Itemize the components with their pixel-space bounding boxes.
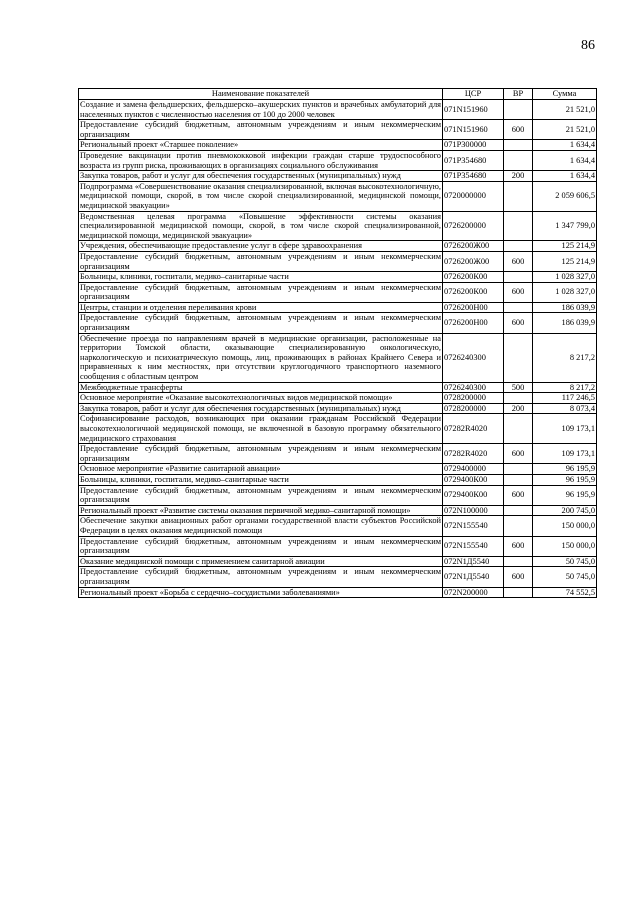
row-sum: 125 214,9 <box>533 251 597 271</box>
row-csr: 0726200К00 <box>443 282 504 302</box>
row-vr: 600 <box>504 485 533 505</box>
table-body <box>79 100 597 598</box>
table-row <box>79 474 597 485</box>
row-name: Софинансирование расходов, возникающих при оказании гражданам Российской Федерации высокотехнологичной медицинской помощи, не включенной в базовую программу обязательного медицинского страхования <box>80 414 441 443</box>
table-row <box>79 100 597 120</box>
row-csr: 072N200000 <box>443 587 504 598</box>
row-name: Создание и замена фельдшерских, фельдшерско–акушерских пунктов и врачебных амбулаторий для населенных пунктов с численностью населения от 100 до 2000 человек <box>80 100 441 119</box>
table-row <box>79 150 597 170</box>
table-row <box>79 536 597 556</box>
row-csr: 0726200К00 <box>443 272 504 283</box>
table-row <box>79 241 597 252</box>
row-vr <box>504 272 533 283</box>
header-sum: Сумма <box>533 89 597 100</box>
row-vr: 600 <box>504 313 533 333</box>
row-name: Обеспечение проезда по направлениям врачей в медицинские организации, расположенные на территории Томской области, оказывающие специализированную онкологическую, наркологическую и психиатрическую помощь, лиц, проживающих в районах Крайнего Севера и приравненных к ним местностях, при отсутствии круглогодичного транспортного наземного сообщения с областным центром <box>80 333 441 382</box>
row-vr <box>504 474 533 485</box>
row-sum: 8 073,4 <box>533 403 597 414</box>
row-vr <box>504 100 533 120</box>
row-vr <box>504 414 533 444</box>
row-sum: 1 634,4 <box>533 171 597 182</box>
row-sum: 1 028 327,0 <box>533 272 597 283</box>
row-sum: 96 195,9 <box>533 464 597 475</box>
header-name: Наименование показателей <box>79 89 443 100</box>
table-row <box>79 485 597 505</box>
row-vr <box>504 241 533 252</box>
table-row <box>79 251 597 271</box>
row-name: Оказание медицинской помощи с применением санитарной авиации <box>79 556 443 567</box>
row-csr: 0726200000 <box>443 211 504 241</box>
row-name: Проведение вакцинации против пневмококковой инфекции граждан старше трудоспособного возраста из групп риска, проживающих в организациях социального обслуживания <box>80 150 441 170</box>
row-csr: 0726240300 <box>443 382 504 393</box>
row-sum: 186 039,9 <box>533 302 597 313</box>
row-name: Предоставление субсидий бюджетным, автономным учреждениям и иным некоммерческим организациям <box>80 444 441 463</box>
row-csr: 071P300000 <box>443 140 504 151</box>
row-csr: 071N151960 <box>443 100 504 120</box>
row-sum: 109 173,1 <box>533 444 597 464</box>
row-sum: 50 745,0 <box>533 556 597 567</box>
row-csr: 07282R4020 <box>443 414 504 444</box>
row-csr: 0729400К00 <box>443 485 504 505</box>
row-name: Ведомственная целевая программа «Повышение эффективности системы оказания специализированной медицинской помощи, скорой, в том числе скорой специализированной, медицинской помощи, медицинской эвакуации» <box>80 211 441 240</box>
row-csr: 072N155540 <box>443 516 504 536</box>
row-sum: 150 000,0 <box>533 536 597 556</box>
row-csr: 072N1Д5540 <box>443 567 504 587</box>
row-vr <box>504 150 533 170</box>
row-vr <box>504 140 533 151</box>
row-sum: 150 000,0 <box>533 516 597 536</box>
row-sum: 186 039,9 <box>533 313 597 333</box>
table-row <box>79 171 597 182</box>
table-header-row <box>79 89 597 100</box>
row-sum: 1 634,4 <box>533 150 597 170</box>
row-name: Предоставление субсидий бюджетным, автономным учреждениям и иным некоммерческим организациям <box>80 485 441 505</box>
row-sum: 96 195,9 <box>533 485 597 505</box>
row-csr: 0728200000 <box>443 393 504 404</box>
row-sum: 125 214,9 <box>533 241 597 252</box>
row-vr <box>504 516 533 536</box>
row-csr: 0720000000 <box>443 181 504 211</box>
row-csr: 0726240300 <box>443 333 504 382</box>
row-vr <box>504 464 533 475</box>
row-sum: 1 634,4 <box>533 140 597 151</box>
table-row <box>79 313 597 333</box>
table-row <box>79 272 597 283</box>
table-row <box>79 120 597 140</box>
row-sum: 1 347 799,0 <box>533 211 597 241</box>
table-row <box>79 556 597 567</box>
row-vr <box>504 556 533 567</box>
header-csr: ЦСР <box>443 89 504 100</box>
table-row <box>79 516 597 536</box>
table-row <box>79 382 597 393</box>
table-row <box>79 587 597 598</box>
row-sum: 8 217,2 <box>533 382 597 393</box>
row-csr: 0726200Ж00 <box>443 241 504 252</box>
row-csr: 0726200Н00 <box>443 313 504 333</box>
row-vr <box>504 505 533 516</box>
table-row <box>79 505 597 516</box>
row-sum: 117 246,5 <box>533 393 597 404</box>
row-name: Региональный проект «Старшее поколение» <box>79 140 443 151</box>
row-csr: 071P354680 <box>443 171 504 182</box>
row-sum: 8 217,2 <box>533 333 597 382</box>
row-sum: 74 552,5 <box>533 587 597 598</box>
row-sum: 1 028 327,0 <box>533 282 597 302</box>
row-vr: 600 <box>504 444 533 464</box>
row-name: Закупка товаров, работ и услуг для обеспечения государственных (муниципальных) нужд <box>79 403 443 414</box>
row-vr <box>504 393 533 404</box>
row-vr <box>504 181 533 211</box>
row-sum: 96 195,9 <box>533 474 597 485</box>
row-name: Предоставление субсидий бюджетным, автономным учреждениям и иным некоммерческим организациям <box>80 282 441 302</box>
row-name: Закупка товаров, работ и услуг для обеспечения государственных (муниципальных) нужд <box>79 171 443 182</box>
table-row <box>79 393 597 404</box>
row-vr <box>504 302 533 313</box>
row-name: Основное мероприятие «Развитие санитарной авиации» <box>79 464 443 475</box>
table-row <box>79 414 597 444</box>
row-csr: 072N1Д5540 <box>443 556 504 567</box>
table-row <box>79 302 597 313</box>
row-vr <box>504 333 533 382</box>
row-name: Предоставление субсидий бюджетным, автономным учреждениям и иным некоммерческим организациям <box>80 251 441 271</box>
row-csr: 0729400000 <box>443 464 504 475</box>
row-csr: 0728200000 <box>443 403 504 414</box>
table-row <box>79 211 597 241</box>
row-vr: 200 <box>504 171 533 182</box>
table-row <box>79 140 597 151</box>
row-vr: 600 <box>504 251 533 271</box>
row-csr: 0726200Н00 <box>443 302 504 313</box>
row-vr: 500 <box>504 382 533 393</box>
row-name: Учреждения, обеспечивающие предоставление услуг в сфере здравоохранения <box>79 241 443 252</box>
row-csr: 072N155540 <box>443 536 504 556</box>
row-sum: 2 059 606,5 <box>533 181 597 211</box>
row-sum: 21 521,0 <box>533 100 597 120</box>
row-vr: 600 <box>504 120 533 140</box>
row-name: Больницы, клиники, госпитали, медико–санитарные части <box>79 474 443 485</box>
row-name: Центры, станции и отделения переливания крови <box>79 302 443 313</box>
row-csr: 071P354680 <box>443 150 504 170</box>
row-csr: 071N151960 <box>443 120 504 140</box>
table-row <box>79 333 597 382</box>
row-name: Основное мероприятие «Оказание высокотехнологичных видов медицинской помощи» <box>79 393 443 404</box>
row-vr: 200 <box>504 403 533 414</box>
table-row <box>79 403 597 414</box>
row-sum: 109 173,1 <box>533 414 597 444</box>
row-vr <box>504 211 533 241</box>
page-number: 86 <box>581 38 595 53</box>
row-csr: 07282R4020 <box>443 444 504 464</box>
row-name: Региональный проект «Развитие системы оказания первичной медико–санитарной помощи» <box>79 505 443 516</box>
row-vr <box>504 587 533 598</box>
table-row <box>79 567 597 587</box>
table-row <box>79 444 597 464</box>
table-row <box>79 181 597 211</box>
row-sum: 21 521,0 <box>533 120 597 140</box>
row-csr: 0726200Ж00 <box>443 251 504 271</box>
row-name: Региональный проект «Борьба с сердечно–сосудистыми заболеваниями» <box>79 587 443 598</box>
row-sum: 200 745,0 <box>533 505 597 516</box>
row-name: Обеспечение закупки авиационных работ органами государственной власти субъектов Российской Федерации в целях оказания медицинской помощи <box>80 516 441 535</box>
table-row <box>79 282 597 302</box>
row-vr: 600 <box>504 536 533 556</box>
row-vr: 600 <box>504 567 533 587</box>
row-csr: 072N100000 <box>443 505 504 516</box>
row-name: Больницы, клиники, госпитали, медико–санитарные части <box>79 272 443 283</box>
row-name: Предоставление субсидий бюджетным, автономным учреждениям и иным некоммерческим организациям <box>80 313 441 333</box>
header-vr: ВР <box>504 89 533 100</box>
row-name: Подпрограмма «Совершенствование оказания специализированной, включая высокотехнологичную, медицинской помощи, скорой, в том числе скорой специализированной, медицинской помощи, медицинской эвакуации» <box>80 181 441 210</box>
row-name: Предоставление субсидий бюджетным, автономным учреждениям и иным некоммерческим организациям <box>80 536 441 556</box>
row-csr: 0729400К00 <box>443 474 504 485</box>
table-row <box>79 464 597 475</box>
row-name: Предоставление субсидий бюджетным, автономным учреждениям и иным некоммерческим организациям <box>80 567 441 586</box>
row-vr: 600 <box>504 282 533 302</box>
row-name: Предоставление субсидий бюджетным, автономным учреждениям и иным некоммерческим организациям <box>80 120 441 139</box>
row-sum: 50 745,0 <box>533 567 597 587</box>
budget-table <box>78 88 597 598</box>
row-name: Межбюджетные трансферты <box>79 382 443 393</box>
